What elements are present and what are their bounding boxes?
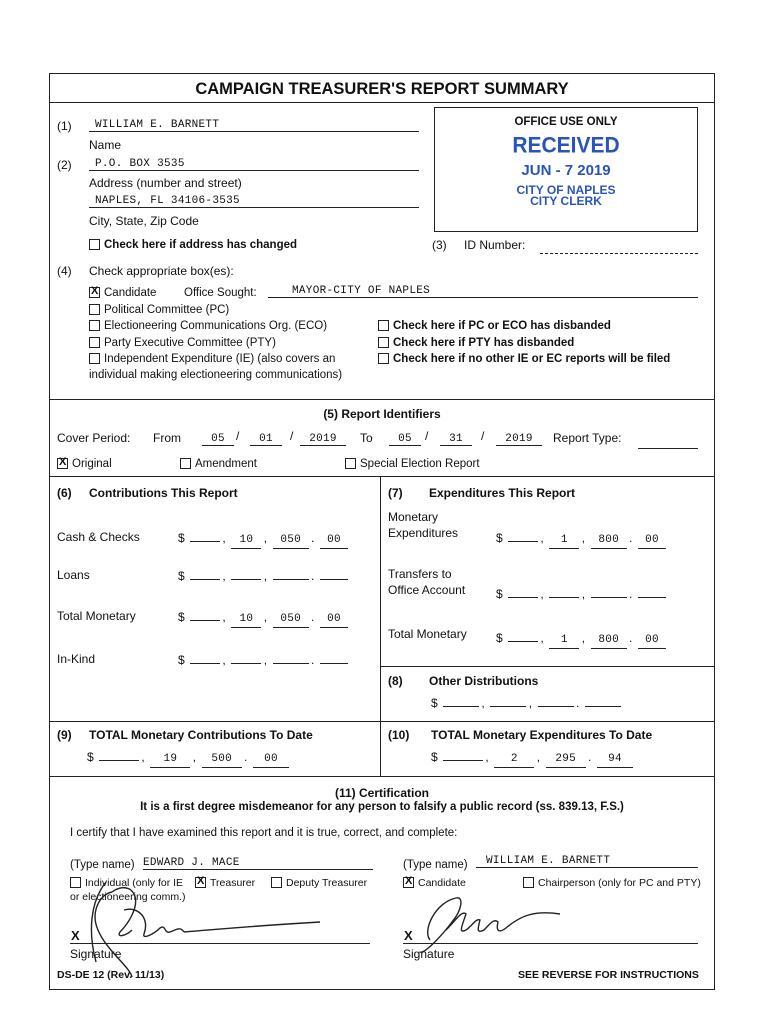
disbanded-pc-label: Check here if PC or ECO has disbanded: [393, 320, 611, 332]
right-type-name-label: (Type name): [403, 859, 468, 871]
amendment-checkbox[interactable]: [180, 458, 257, 470]
right-x-mark: X: [404, 928, 413, 943]
in-kind-label: In-Kind: [57, 652, 96, 666]
id-number-field[interactable]: [540, 241, 698, 254]
no-other-reports-label: Check here if no other IE or EC reports will be filed: [393, 353, 671, 365]
s3-num: (3): [432, 238, 447, 252]
s8-divider: [380, 666, 715, 667]
to-label: To: [360, 431, 373, 445]
contributions-title: Contributions This Report: [89, 486, 238, 500]
pty-label: Party Executive Committee (PTY): [104, 337, 276, 349]
candidate-signature: [400, 880, 600, 970]
checkbox-icon: [89, 320, 100, 331]
checkbox-icon: [89, 353, 100, 364]
office-account-label: Office Account: [388, 583, 466, 597]
deputy-treasurer-label: Deputy Treasurer: [286, 877, 368, 889]
s8-num: (8): [388, 674, 403, 688]
individual-label: Individual (only for IE: [85, 877, 184, 889]
received-date-stamp: JUN - 7 2019: [521, 162, 611, 179]
checked-box-icon: [57, 458, 68, 469]
s11-divider: [49, 776, 715, 777]
to-month[interactable]: 05: [389, 433, 421, 446]
checkbox-icon: [378, 353, 389, 364]
special-election-checkbox[interactable]: [345, 458, 480, 470]
loans-amount[interactable]: $ , , .: [178, 565, 350, 583]
city-stamp: CITY OF NAPLES: [516, 183, 616, 197]
monetary-label: Monetary: [388, 510, 439, 524]
s9-s10-vertical-divider: [380, 721, 381, 776]
eco-checkbox[interactable]: [89, 320, 327, 332]
street-field[interactable]: P.O. BOX 3535: [89, 158, 419, 171]
street-label: Address (number and street): [89, 176, 242, 190]
from-day[interactable]: 01: [250, 433, 282, 446]
checkbox-icon: [345, 458, 356, 469]
original-checkbox[interactable]: [57, 458, 112, 470]
address-changed-checkbox[interactable]: [89, 239, 297, 251]
s6-s7-vertical-divider: [380, 476, 381, 721]
expenditures-label: Expenditures: [388, 526, 459, 540]
checkbox-icon: [378, 337, 389, 348]
pc-label: Political Committee (PC): [104, 304, 230, 316]
s9-divider: [49, 721, 715, 722]
no-other-reports-checkbox[interactable]: [378, 353, 670, 365]
office-sought-field[interactable]: MAYOR-CITY OF NAPLES: [268, 285, 698, 298]
checkbox-icon: [89, 304, 100, 315]
total-expenditures-to-date-title: TOTAL Monetary Expenditures To Date: [431, 728, 653, 742]
pc-checkbox[interactable]: [89, 304, 229, 316]
total-expenditures-amount[interactable]: $ , 1 , 800 . 00: [496, 627, 668, 649]
id-number-label: ID Number:: [464, 238, 526, 252]
instructions-note: SEE REVERSE FOR INSTRUCTIONS: [518, 969, 699, 981]
from-month[interactable]: 05: [202, 433, 234, 446]
office-use-box: [434, 107, 698, 232]
from-label: From: [153, 431, 181, 445]
sig-candidate-label: Candidate: [418, 877, 466, 889]
special-election-label: Special Election Report: [360, 458, 480, 470]
certification-title: (11) Certification: [334, 786, 430, 800]
treasurer-label: Treasurer: [210, 877, 256, 889]
title-divider: [49, 102, 715, 103]
city-label: City, State, Zip Code: [89, 214, 199, 228]
to-year[interactable]: 2019: [496, 433, 542, 446]
disbanded-pty-checkbox[interactable]: [378, 337, 574, 349]
amendment-label: Amendment: [195, 458, 258, 470]
clerk-stamp: CITY CLERK: [530, 194, 602, 208]
check-boxes-label: Check appropriate box(es):: [89, 264, 234, 278]
slash: /: [290, 429, 294, 443]
candidate-checkbox[interactable]: [89, 287, 156, 299]
checked-box-icon: [89, 287, 100, 298]
expenditures-title: Expenditures This Report: [429, 486, 576, 500]
right-signature-label: Signature: [403, 947, 455, 961]
ie-label-2: individual making electioneering communications): [89, 369, 343, 381]
s9-num: (9): [57, 728, 72, 742]
other-distributions-amount[interactable]: $ , , .: [431, 692, 623, 710]
address-changed-label: Check here if address has changed: [104, 239, 298, 251]
from-year[interactable]: 2019: [300, 433, 346, 446]
cover-period-label: Cover Period:: [57, 431, 131, 445]
candidate-name-field[interactable]: WILLIAM E. BARNETT: [476, 855, 698, 868]
s1-num: (1): [57, 119, 72, 133]
s2-num: (2): [57, 158, 72, 172]
total-monetary-label: Total Monetary: [57, 609, 136, 623]
pty-checkbox[interactable]: [89, 337, 276, 349]
disbanded-pty-label: Check here if PTY has disbanded: [393, 337, 575, 349]
left-x-mark: X: [71, 928, 80, 943]
left-type-name-label: (Type name): [70, 859, 135, 871]
cash-checks-amount[interactable]: $ , 10 , 050 . 00: [178, 527, 350, 549]
form-title: CAMPAIGN TREASURER'S REPORT SUMMARY: [195, 80, 569, 98]
in-kind-amount[interactable]: $ , , .: [178, 649, 350, 667]
transfers-label: Transfers to: [388, 567, 452, 581]
total-contributions-amount[interactable]: $ , 10 , 050 . 00: [178, 606, 350, 628]
cash-checks-label: Cash & Checks: [57, 530, 140, 544]
eco-label: Electioneering Communications Org. (ECO): [104, 320, 328, 332]
s5-divider: [49, 399, 715, 400]
individual-label-2: or electioneering comm.): [70, 891, 186, 903]
original-label: Original: [72, 458, 112, 470]
checkbox-icon: [89, 239, 100, 250]
slash: /: [481, 429, 485, 443]
s7-num: (7): [388, 486, 403, 500]
candidate-label: Candidate: [104, 287, 157, 299]
left-signature-label: Signature: [70, 947, 122, 961]
s10-num: (10): [388, 728, 410, 742]
checkbox-icon: [378, 320, 389, 331]
total-expenditures-to-date-amount[interactable]: $ , 2 , 295 . 94: [431, 746, 635, 768]
s6-num: (6): [57, 486, 72, 500]
loans-label: Loans: [57, 568, 90, 582]
monetary-expenditures-amount[interactable]: $ , 1 , 800 . 00: [496, 527, 668, 549]
report-identifiers-title: (5) Report Identifiers: [323, 407, 441, 421]
office-sought-label: Office Sought:: [184, 287, 257, 299]
office-use-label: OFFICE USE ONLY: [514, 116, 618, 128]
city-field[interactable]: NAPLES, FL 34106-3535: [89, 195, 419, 208]
treasurer-name-field[interactable]: EDWARD J. MACE: [143, 857, 373, 870]
other-distributions-title: Other Distributions: [429, 674, 539, 688]
checkbox-icon: [180, 458, 191, 469]
ie-checkbox[interactable]: [89, 353, 335, 365]
total-contributions-to-date-title: TOTAL Monetary Contributions To Date: [89, 728, 313, 742]
misdemeanor-warning: It is a first degree misdemeanor for any person to falsify a public record (ss. 839.13, F.S.): [140, 801, 624, 813]
report-type-label: Report Type:: [553, 431, 622, 445]
total-contributions-to-date-amount[interactable]: $ , 19 , 500 . 00: [87, 746, 291, 768]
received-stamp: RECEIVED: [512, 133, 620, 158]
treasurer-signature: [60, 872, 360, 982]
chairperson-label: Chairperson (only for PC and PTY): [538, 877, 701, 889]
disbanded-pc-checkbox[interactable]: [378, 320, 611, 332]
s6-divider: [49, 476, 715, 477]
s4-num: (4): [57, 264, 72, 278]
form-number: DS-DE 12 (Rev. 11/13): [57, 969, 165, 981]
slash: /: [236, 429, 240, 443]
name-label: Name: [89, 138, 122, 152]
ie-label: Independent Expenditure (IE) (also covers an: [104, 353, 336, 365]
checkbox-icon: [89, 337, 100, 348]
report-type-field[interactable]: [638, 436, 698, 449]
total-expenditures-label: Total Monetary: [388, 627, 467, 641]
to-day[interactable]: 31: [440, 433, 472, 446]
name-field[interactable]: WILLIAM E. BARNETT: [89, 119, 419, 132]
certify-statement: I certify that I have examined this report and it is true, correct, and complete:: [70, 827, 458, 839]
slash: /: [425, 429, 429, 443]
transfers-amount[interactable]: $ , , .: [496, 583, 668, 601]
